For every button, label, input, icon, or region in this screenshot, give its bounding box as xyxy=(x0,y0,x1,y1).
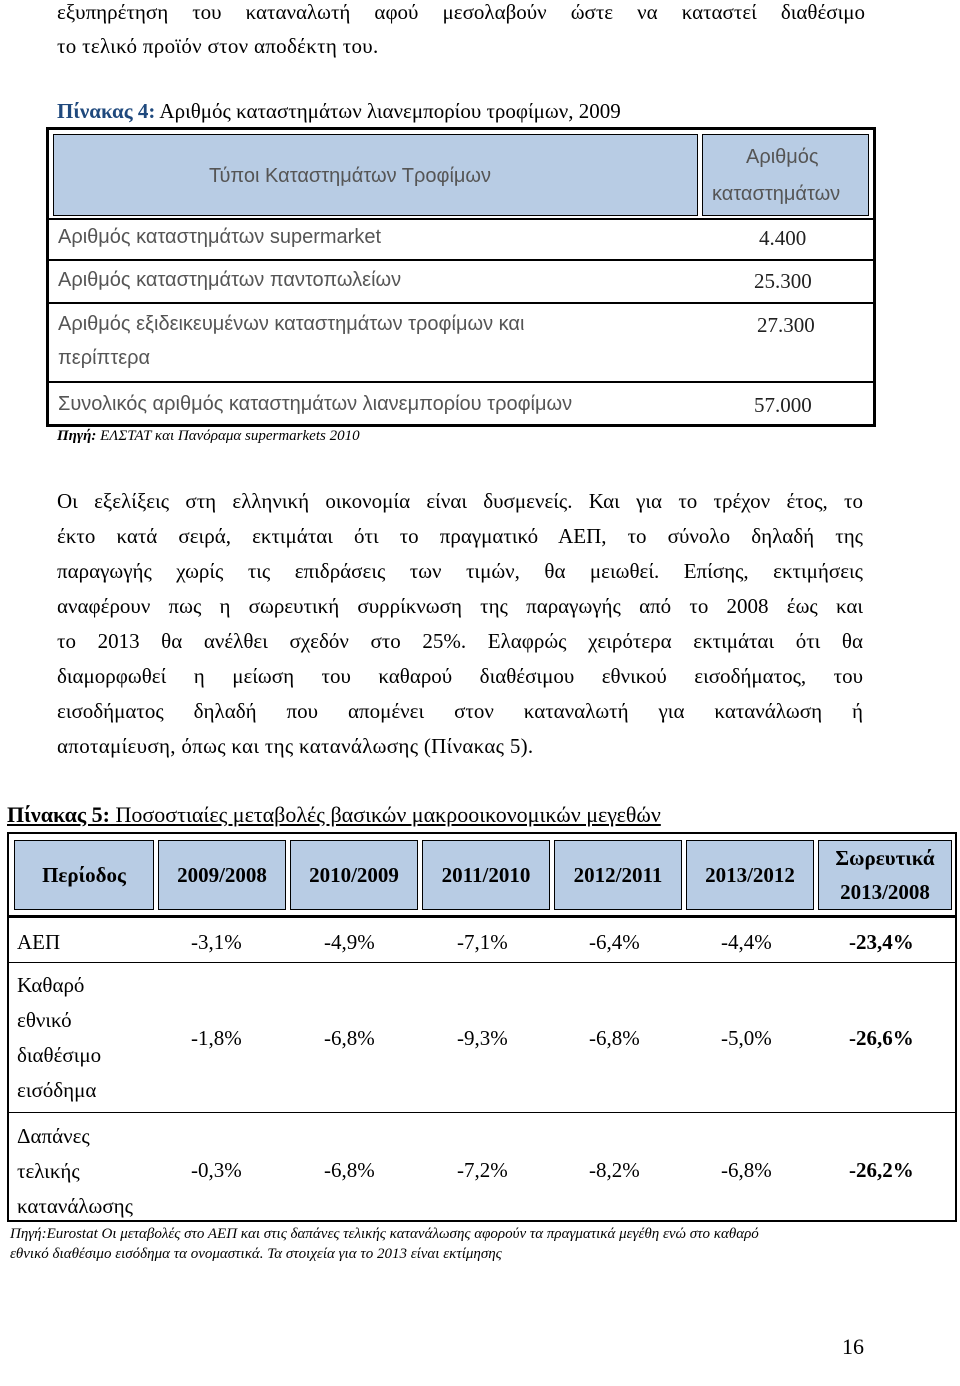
table5-row-label: ΑΕΠ xyxy=(17,930,61,954)
table5-row-divider xyxy=(9,1112,955,1113)
table5-cell: -5,0% xyxy=(721,1026,772,1050)
table4-row-divider xyxy=(49,381,873,383)
table5-row-label-line: διαθέσιμο xyxy=(17,1043,102,1067)
table4 xyxy=(46,127,876,427)
table5-cell: -7,1% xyxy=(457,930,508,954)
paragraph-line: Οι εξελίξεις στη ελληνική οικονομία είναι δυσμενείς. Και για το τρέχον έτος, το xyxy=(57,489,863,513)
table4-source xyxy=(57,428,360,445)
table4-header-type: Τύποι Καταστημάτων Τροφίμων xyxy=(209,165,492,187)
paragraph-line: το 2013 θα ανέλθει σχεδόν στο 25%. Ελαφρώς χειρότερα εκτιμάται ότι θα xyxy=(57,629,863,653)
table5 xyxy=(7,832,957,1222)
table5-row-label-line: τελικής xyxy=(17,1159,80,1183)
table5-cell: -0,3% xyxy=(191,1158,242,1182)
table4-source-text: ΕΛΣΤΑΤ και Πανόραμα supermarkets 2010 xyxy=(96,428,360,444)
table5-cell: -6,8% xyxy=(324,1026,375,1050)
table5-row-divider xyxy=(9,962,955,963)
table4-row-divider xyxy=(49,302,873,304)
table5-caption-text: Ποσοστιαίες μεταβολές βασικών μακροοικονομικών μεγεθών xyxy=(110,802,661,827)
table4-total-value: 57.000 xyxy=(754,393,812,417)
table5-header-cell: 2010/2009 xyxy=(290,840,418,910)
table5-cell: -4,9% xyxy=(324,930,375,954)
table5-source-line-1: Πηγή:Eurostat Οι μεταβολές στο ΑΕΠ και στις δαπάνες τελικής κατανάλωσης αφορούν τα πραγματικά μεγέθη ενώ στο καθαρό xyxy=(10,1226,759,1242)
paragraph-line: αποταμίευση, όπως και της κατανάλωσης (Πίνακας 5). xyxy=(57,734,534,758)
table5-cumulative-cell: -23,4% xyxy=(849,930,914,954)
table5-header-cumulative xyxy=(818,840,952,910)
table5-header-cell: 2012/2011 xyxy=(554,840,682,910)
paragraph-line: διαμορφωθεί η μείωση του καθαρού διαθέσιμου εθνικού εισοδήματος, του xyxy=(57,664,863,688)
table4-header-count-1: Αριθμός xyxy=(746,146,819,168)
table4-header-divider xyxy=(49,218,873,220)
table5-caption-label: Πίνακας 5: xyxy=(7,802,111,827)
table4-caption-text: Αριθμός καταστημάτων λιανεμπορίου τροφίμων, 2009 xyxy=(155,99,621,123)
table5-cell: -7,2% xyxy=(457,1158,508,1182)
paragraph-line: παραγωγής χωρίς τις επιδράσεις των τιμών, θα μειωθεί. Επίσης, εκτιμήσεις xyxy=(57,559,863,583)
table4-row-label: Αριθμός εξιδεικευμένων καταστημάτων τροφίμων και xyxy=(58,313,525,335)
page-number: 16 xyxy=(842,1334,864,1359)
table4-row-label: Αριθμός καταστημάτων παντοπωλείων xyxy=(58,269,402,291)
table5-cell: -9,3% xyxy=(457,1026,508,1050)
table5-source-line-2: εθνικό διαθέσιμο εισόδημα τα ονομαστικά. Τα στοιχεία για το 2013 είναι εκτίμησης xyxy=(10,1246,502,1262)
table4-row-value: 4.400 xyxy=(759,226,807,250)
table4-row-label: Αριθμός καταστημάτων supermarket xyxy=(58,226,382,248)
table5-header-cell: 2011/2010 xyxy=(422,840,550,910)
table5-cell: -6,8% xyxy=(721,1158,772,1182)
table5-header-cumulative-2: 2013/2008 xyxy=(840,880,930,904)
table4-row-label-cont: περίπτερα xyxy=(58,347,151,369)
table5-cumulative-cell: -26,2% xyxy=(849,1158,914,1182)
table5-row-label-line: Καθαρό xyxy=(17,973,85,997)
table5-row-label-line: Δαπάνες xyxy=(17,1124,90,1148)
table5-row-label-line: κατανάλωσης xyxy=(17,1194,133,1218)
table4-row-value: 27.300 xyxy=(757,313,815,337)
table5-row-label-line: εθνικό xyxy=(17,1008,72,1032)
table5-header-cumulative-1: Σωρευτικά xyxy=(835,846,935,870)
intro-line-2: το τελικό προϊόν στον αποδέκτη του. xyxy=(57,34,379,58)
table5-header-cell: Περίοδος xyxy=(14,840,154,910)
paragraph-line: έκτο κατά σειρά, εκτιμάται ότι το πραγματικό ΑΕΠ, το σύνολο δηλαδή της xyxy=(57,524,863,548)
table5-cell: -4,4% xyxy=(721,930,772,954)
paragraph-line: εισοδήματος δηλαδή που απομένει στον καταναλωτή για κατανάλωση ή xyxy=(57,699,863,723)
intro-line-1: εξυπηρέτηση του καταναλωτή αφού μεσολαβούν ώστε να καταστεί διαθέσιμο xyxy=(57,0,865,24)
table5-header-row xyxy=(9,834,955,918)
table5-header-cell: 2009/2008 xyxy=(158,840,286,910)
table5-cumulative-cell: -26,6% xyxy=(849,1026,914,1050)
table5-header-cell: 2013/2012 xyxy=(686,840,814,910)
table5-caption xyxy=(7,802,661,828)
table5-cell: -8,2% xyxy=(589,1158,640,1182)
table5-cell: -6,8% xyxy=(324,1158,375,1182)
table4-source-label: Πηγή: xyxy=(57,428,97,444)
table4-total-label: Συνολικός αριθμός καταστημάτων λιανεμπορίου τροφίμων xyxy=(58,393,573,415)
table5-cell: -6,4% xyxy=(589,930,640,954)
paragraph-line: αναφέρουν πως η σωρευτική συρρίκνωση της παραγωγής από το 2008 έως και xyxy=(57,594,863,618)
table4-caption xyxy=(57,99,621,124)
table4-header-count-2: καταστημάτων xyxy=(712,183,841,205)
table5-cell: -1,8% xyxy=(191,1026,242,1050)
table5-cell: -6,8% xyxy=(589,1026,640,1050)
table5-row-label-line: εισόδημα xyxy=(17,1078,97,1102)
table4-caption-label: Πίνακας 4: xyxy=(57,99,156,123)
table4-row-divider xyxy=(49,259,873,261)
table5-cell: -3,1% xyxy=(191,930,242,954)
table4-row-value: 25.300 xyxy=(754,269,812,293)
